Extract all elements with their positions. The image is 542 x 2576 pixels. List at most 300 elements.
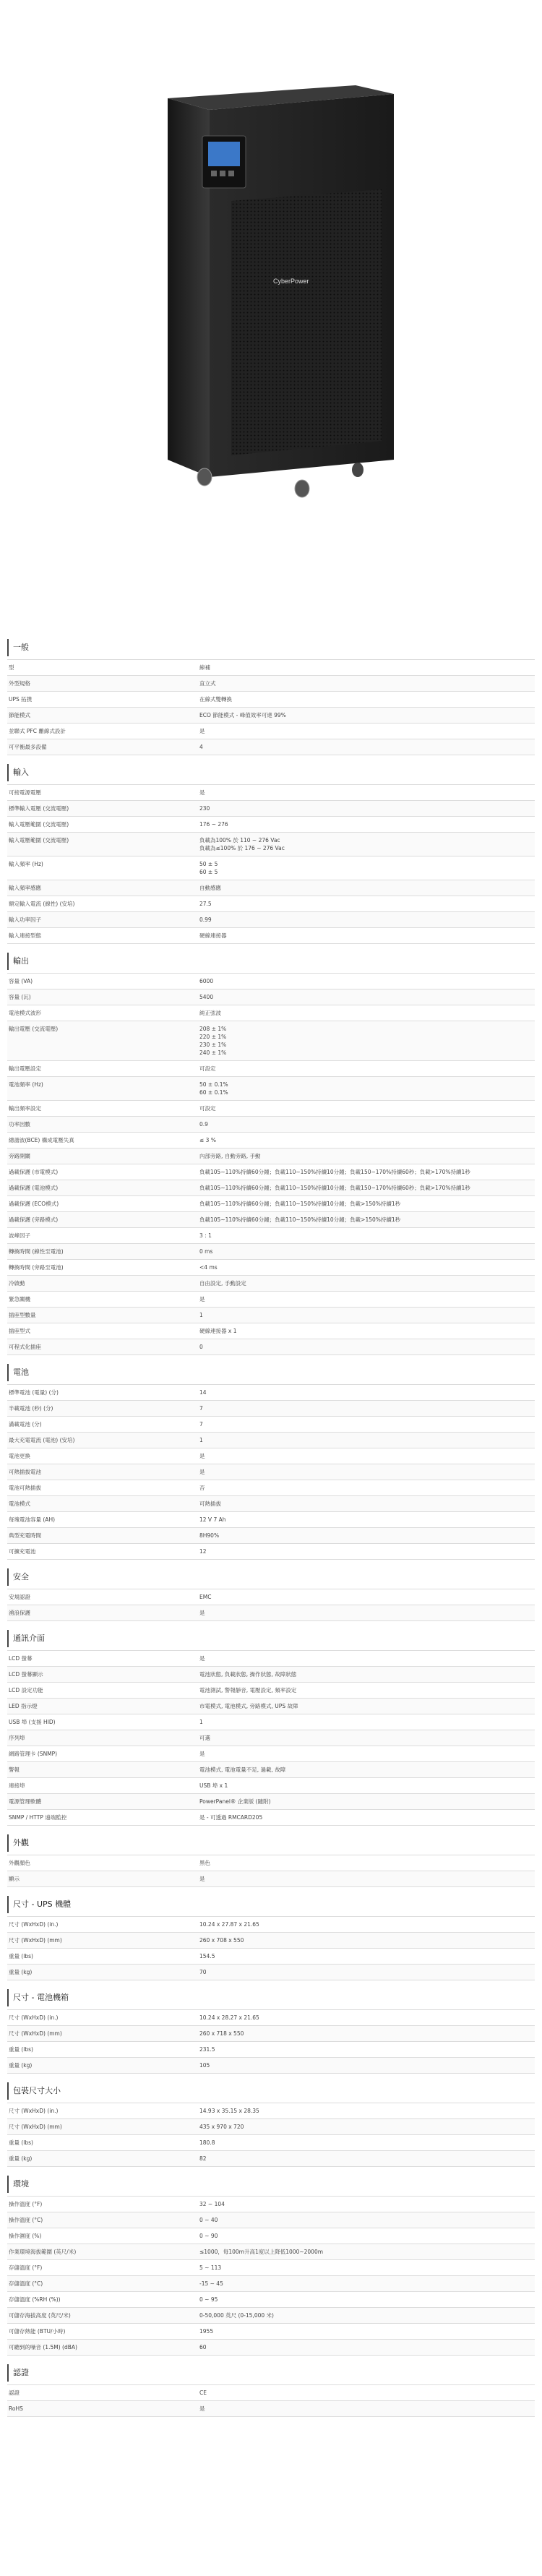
spec-value: 是 — [199, 1655, 205, 1662]
spec-value: 14.93 x 35.15 x 28.35 — [199, 2108, 259, 2114]
spec-label: 序列埠 — [9, 1735, 25, 1741]
spec-row — [7, 1116, 535, 1132]
spec-row — [7, 1495, 535, 1511]
spec-value: ≤1000，每100m升高1度以上降低1000~2000m — [199, 2249, 324, 2255]
spec-label: 輸入頻率 (Hz) — [9, 861, 43, 867]
spec-row — [7, 707, 535, 723]
spec-label: 湧浪保護 — [9, 1610, 30, 1616]
spec-label: 最大充電電流 (電池) (安培) — [9, 1437, 75, 1443]
spec-label: 可熱插拔電池 — [9, 1469, 41, 1475]
spec-row — [7, 2307, 535, 2323]
spec-value: 180.8 — [199, 2139, 215, 2146]
spec-value: 260 x 718 x 550 — [199, 2030, 244, 2037]
spec-label: 重量 (kg) — [9, 2155, 33, 2162]
spec-value: 自由設定, 手動設定 — [199, 1280, 246, 1287]
spec-row — [7, 1432, 535, 1448]
spec-value: 50 ± 5 60 ± 5 — [199, 861, 218, 875]
spec-label: 輸出電壓 (交流電壓) — [9, 1026, 59, 1032]
spec-row — [7, 2400, 535, 2417]
spec-row — [7, 2259, 535, 2275]
spec-row — [7, 927, 535, 944]
spec-row — [7, 1746, 535, 1761]
spec-value: 負載105~110%持續60分鐘；負載110~150%持續10分鐘；負載150~170%持續60秒；負載>170%持續1秒 — [199, 1169, 470, 1175]
spec-label: 典型充電時間 — [9, 1532, 41, 1539]
spec-label: 操作濕度 (%) — [9, 2233, 42, 2239]
spec-rows — [7, 2009, 535, 2074]
spec-row — [7, 1589, 535, 1605]
spec-label: 認證 — [9, 2390, 20, 2396]
spec-label: 電池更換 — [9, 1453, 30, 1459]
spec-row — [7, 2057, 535, 2074]
spec-value: 0.9 — [199, 1121, 208, 1128]
spec-value: 0 ~ 95 — [199, 2296, 218, 2303]
spec-row — [7, 2134, 535, 2150]
spec-value: 負載105~110%持續60分鐘；負載110~150%持續10分鐘；負載>150%持續1秒 — [199, 1216, 401, 1223]
spec-value: 14 — [199, 1389, 207, 1396]
spec-row — [7, 1259, 535, 1275]
spec-section — [7, 1834, 535, 1887]
spec-label: 外型規格 — [9, 680, 30, 687]
spec-row — [7, 2196, 535, 2212]
spec-row — [7, 1543, 535, 1560]
spec-value: 0 ~ 90 — [199, 2233, 218, 2239]
spec-row — [7, 2291, 535, 2307]
spec-row — [7, 784, 535, 800]
spec-label: 尺寸 (WxHxD) (mm) — [9, 2124, 62, 2130]
spec-label: 滿載電池 (分) — [9, 1421, 42, 1427]
spec-label: 作業環境海拔範圍 (英尺/米) — [9, 2249, 77, 2255]
spec-label: 電源管理軟體 — [9, 1798, 41, 1805]
spec-label: 可儲存熱能 (BTU/小時) — [9, 2328, 66, 2335]
section-title: 外觀 — [7, 1834, 535, 1852]
spec-row — [7, 911, 535, 927]
spec-value: 純正弦波 — [199, 1010, 221, 1016]
spec-rows — [7, 2196, 535, 2356]
spec-label: 重量 (kg) — [9, 2062, 33, 2069]
section-title: 電池 — [7, 1364, 535, 1381]
spec-label: 尺寸 (WxHxD) (in.) — [9, 2108, 59, 2114]
spec-row — [7, 1916, 535, 1932]
spec-row — [7, 2118, 535, 2134]
spec-row — [7, 1339, 535, 1355]
spec-value: <4 ms — [199, 1264, 218, 1271]
spec-row — [7, 1761, 535, 1777]
spec-label: UPS 拓撲 — [9, 696, 33, 703]
spec-row — [7, 723, 535, 739]
brand-logo: CyberPower — [273, 278, 309, 285]
spec-value: 1 — [199, 1312, 203, 1318]
spec-value: 線補 — [199, 664, 210, 671]
spec-row — [7, 1060, 535, 1076]
spec-value: 可選 — [199, 1735, 210, 1741]
spec-label: 尺寸 (WxHxD) (mm) — [9, 2030, 62, 2037]
spec-label: 可程式化插座 — [9, 1344, 41, 1350]
spec-section — [7, 1568, 535, 1621]
spec-row — [7, 1793, 535, 1809]
spec-label: 網路管理卡 (SNMP) — [9, 1751, 58, 1757]
spec-value: CE — [199, 2390, 207, 2396]
spec-value: 否 — [199, 1485, 205, 1491]
spec-value: 自動感應 — [199, 885, 221, 891]
spec-label: 可擴充電池 — [9, 1548, 36, 1555]
spec-row — [7, 1777, 535, 1793]
section-title: 通訊介面 — [7, 1630, 535, 1647]
spec-row — [7, 1650, 535, 1666]
spec-row — [7, 1480, 535, 1495]
spec-label: 尺寸 (WxHxD) (mm) — [9, 1937, 62, 1944]
spec-value: 0-50,000 英尺 (0-15,000 米) — [199, 2312, 274, 2319]
spec-label: 型 — [9, 664, 14, 671]
spec-row — [7, 973, 535, 989]
spec-value: 105 — [199, 2062, 210, 2069]
spec-row — [7, 1021, 535, 1060]
spec-value: 是 — [199, 1751, 205, 1757]
spec-rows — [7, 784, 535, 944]
spec-label: 插座型數量 — [9, 1312, 36, 1318]
spec-row — [7, 2275, 535, 2291]
spec-row — [7, 1180, 535, 1195]
spec-label: 過載保護 (市電模式) — [9, 1169, 59, 1175]
spec-label: 過載保護 (電池模式) — [9, 1185, 59, 1191]
spec-row — [7, 1164, 535, 1180]
spec-row — [7, 1211, 535, 1227]
spec-row — [7, 1195, 535, 1211]
spec-value: 260 x 708 x 550 — [199, 1937, 244, 1944]
spec-value: 電池模式, 電池電量不足, 過載, 故障 — [199, 1766, 286, 1773]
spec-label: 可儲存海拔高度 (英尺/米) — [9, 2312, 71, 2319]
spec-label: RoHS — [9, 2405, 23, 2412]
spec-label: 連接埠 — [9, 1782, 25, 1789]
spec-section — [7, 1630, 535, 1826]
spec-row — [7, 2212, 535, 2228]
spec-value: 50 ± 0.1% 60 ± 0.1% — [199, 1081, 228, 1096]
spec-row — [7, 1855, 535, 1871]
spec-section — [7, 2364, 535, 2417]
spec-row — [7, 1964, 535, 1980]
spec-value: 208 ± 1% 220 ± 1% 230 ± 1% 240 ± 1% — [199, 1026, 227, 1056]
spec-value: 7 — [199, 1421, 203, 1427]
spec-value: 0.99 — [199, 916, 212, 923]
spec-value: 可設定 — [199, 1065, 216, 1072]
spec-value: 8H90% — [199, 1532, 220, 1539]
spec-rows — [7, 1384, 535, 1560]
spec-row — [7, 1005, 535, 1021]
section-title: 認證 — [7, 2364, 535, 2382]
ups-product-image — [0, 0, 542, 520]
spec-label: 緊急關機 — [9, 1296, 30, 1302]
spec-value: 可熱插拔 — [199, 1500, 221, 1507]
spec-label: 標準輸入電壓 (交流電壓) — [9, 805, 69, 812]
spec-row — [7, 1809, 535, 1826]
spec-label: USB 埠 (支援 HID) — [9, 1719, 56, 1725]
spec-value: ECO 節能模式 - 峰值效率可達 99% — [199, 712, 286, 718]
spec-value: 負載為100% 於 110 ~ 276 Vac 負載為≤100% 於 176 ~ 276 Vac — [199, 837, 285, 851]
spec-rows — [7, 1589, 535, 1621]
spec-row — [7, 739, 535, 755]
spec-value: PowerPanel® 企業版 (隨附) — [199, 1798, 271, 1805]
spec-label: 過載保護 (ECO模式) — [9, 1201, 59, 1207]
section-title: 尺寸 - 電池機箱 — [7, 1989, 535, 2006]
spec-row — [7, 989, 535, 1005]
spec-value: 負載105~110%持續60分鐘；負載110~150%持續10分鐘；負載150~170%持續60秒；負載>170%持續1秒 — [199, 1185, 470, 1191]
spec-label: 輸入電壓範圍 (交流電壓) — [9, 821, 69, 828]
spec-row — [7, 1076, 535, 1100]
section-title: 環境 — [7, 2176, 535, 2193]
spec-value: 是 — [199, 1469, 205, 1475]
spec-row — [7, 1400, 535, 1416]
spec-value: 是 — [199, 1876, 205, 1882]
spec-value: 7 — [199, 1405, 203, 1412]
spec-value: 可設定 — [199, 1105, 216, 1112]
spec-row — [7, 1291, 535, 1307]
spec-label: 過載保護 (旁路模式) — [9, 1216, 59, 1223]
spec-label: 尺寸 (WxHxD) (in.) — [9, 2014, 59, 2021]
spec-label: 存儲溫度 (°F) — [9, 2264, 43, 2271]
spec-label: 重量 (lbs) — [9, 2139, 33, 2146]
section-title: 輸出 — [7, 953, 535, 970]
spec-row — [7, 2323, 535, 2339]
spec-label: 存儲溫度 (°C) — [9, 2280, 43, 2287]
spec-label: 警報 — [9, 1766, 20, 1773]
spec-value: 4 — [199, 744, 203, 750]
spec-label: 節能模式 — [9, 712, 30, 718]
spec-section — [7, 1989, 535, 2074]
spec-label: 輸出頻率設定 — [9, 1105, 41, 1112]
spec-label: 可聽到的噪音 (1.5M) (dBA) — [9, 2344, 77, 2350]
spec-row — [7, 2009, 535, 2025]
spec-section — [7, 1896, 535, 1980]
spec-section — [7, 1364, 535, 1560]
spec-value: 直立式 — [199, 680, 216, 687]
spec-value: 0 ms — [199, 1248, 213, 1255]
spec-row — [7, 675, 535, 691]
spec-label: 旁路開關 — [9, 1153, 30, 1159]
spec-row — [7, 2244, 535, 2259]
spec-label: 操作溫度 (°F) — [9, 2201, 43, 2207]
spec-label: SNMP / HTTP 遠端監控 — [9, 1814, 67, 1821]
spec-label: 操作溫度 (°C) — [9, 2217, 43, 2223]
spec-value: 154.5 — [199, 1953, 215, 1959]
spec-value: 5 ~ 113 — [199, 2264, 222, 2271]
spec-label: 顯示 — [9, 1876, 20, 1882]
spec-row — [7, 1871, 535, 1887]
spec-label: 可接電源電壓 — [9, 789, 41, 796]
spec-row — [7, 1511, 535, 1527]
spec-label: 額定輸入電流 (線性) (安培) — [9, 901, 75, 907]
spec-row — [7, 1148, 535, 1164]
spec-label: 存儲溫度 (%RH (%)) — [9, 2296, 61, 2303]
spec-table — [7, 630, 535, 2417]
spec-value: 176 ~ 276 — [199, 821, 228, 828]
spec-label: 電池模式 — [9, 1500, 30, 1507]
product-hero — [0, 0, 542, 520]
spec-value: 6000 — [199, 978, 214, 984]
spec-value: 硬線連接器 — [199, 932, 227, 939]
spec-value: 12 — [199, 1548, 207, 1555]
spec-row — [7, 1698, 535, 1714]
spec-row — [7, 1714, 535, 1730]
spec-row — [7, 896, 535, 911]
spec-section — [7, 953, 535, 1355]
spec-row — [7, 800, 535, 816]
spec-row — [7, 2384, 535, 2400]
spec-value: 10.24 x 27.87 x 21.65 — [199, 1921, 259, 1928]
spec-label: 輸入頻率感應 — [9, 885, 41, 891]
spec-row — [7, 1384, 535, 1400]
spec-value: 電池狀態, 負載狀態, 操作狀態, 故障狀態 — [199, 1671, 297, 1678]
spec-value: 32 ~ 104 — [199, 2201, 225, 2207]
spec-label: 標準電池 (電量) (分) — [9, 1389, 59, 1396]
spec-row — [7, 2041, 535, 2057]
spec-label: 總諧波(BCE) 構成電壓失真 — [9, 1137, 74, 1143]
spec-value: 435 x 970 x 720 — [199, 2124, 244, 2130]
spec-label: 容量 (VA) — [9, 978, 33, 984]
spec-row — [7, 1605, 535, 1621]
spec-label: 每塊電池容量 (AH) — [9, 1516, 56, 1523]
spec-value: 231.5 — [199, 2046, 215, 2053]
spec-value: 是 — [199, 728, 205, 734]
spec-label: 可平衡最多設備 — [9, 744, 47, 750]
spec-value: 0 — [199, 1344, 203, 1350]
spec-label: 輸入連接型態 — [9, 932, 41, 939]
spec-row — [7, 1730, 535, 1746]
spec-value: 1 — [199, 1437, 203, 1443]
spec-value: 電池測試, 警報靜音, 電壓設定, 頻率設定 — [199, 1687, 297, 1693]
spec-label: 並聯式 PFC 離線式設計 — [9, 728, 66, 734]
spec-row — [7, 816, 535, 832]
spec-rows — [7, 659, 535, 755]
spec-label: 轉換時間 (旁路至電池) — [9, 1264, 64, 1271]
spec-value: 1 — [199, 1719, 203, 1725]
spec-label: 容量 (瓦) — [9, 994, 31, 1000]
spec-value: 230 — [199, 805, 210, 812]
spec-row — [7, 1132, 535, 1148]
spec-label: 半載電池 (秒) (分) — [9, 1405, 53, 1412]
spec-value: 是 — [199, 1296, 205, 1302]
spec-rows — [7, 1855, 535, 1887]
spec-row — [7, 1666, 535, 1682]
spec-label: 電池頻率 (Hz) — [9, 1081, 43, 1088]
spec-value: 是 - 可透過 RMCARD205 — [199, 1814, 263, 1821]
spec-label: 安規認證 — [9, 1594, 30, 1600]
spec-value: 市電模式, 電池模式, 旁路模式, UPS 故障 — [199, 1703, 298, 1709]
spec-label: 尺寸 (WxHxD) (in.) — [9, 1921, 59, 1928]
spec-value: 在線式雙轉換 — [199, 696, 232, 703]
spec-label: 重量 (kg) — [9, 1969, 33, 1975]
spec-row — [7, 1307, 535, 1323]
spec-value: 12 V 7 Ah — [199, 1516, 226, 1523]
spec-label: 輸出電壓設定 — [9, 1065, 41, 1072]
spec-label: LCD 設定功能 — [9, 1687, 43, 1693]
spec-value: 1955 — [199, 2328, 214, 2335]
spec-rows — [7, 1650, 535, 1826]
spec-value: 27.5 — [199, 901, 212, 907]
spec-row — [7, 2339, 535, 2356]
spec-label: 電池可熱插拔 — [9, 1485, 41, 1491]
spec-label: LED 指示燈 — [9, 1703, 38, 1709]
spec-rows — [7, 973, 535, 1355]
spec-row — [7, 2150, 535, 2167]
spec-row — [7, 1932, 535, 1948]
spec-row — [7, 1243, 535, 1259]
spec-value: -15 ~ 45 — [199, 2280, 223, 2287]
spec-value: 負載105~110%持續60分鐘；負載110~150%持續10分鐘；負載>150%持續1秒 — [199, 1201, 401, 1207]
spec-row — [7, 832, 535, 856]
spec-row — [7, 1100, 535, 1116]
spec-row — [7, 659, 535, 675]
spec-section — [7, 2082, 535, 2167]
spec-value: 硬線連接器 x 1 — [199, 1328, 237, 1334]
spec-value: 70 — [199, 1969, 207, 1975]
section-title: 輸入 — [7, 764, 535, 781]
spec-row — [7, 1682, 535, 1698]
spec-label: 重量 (lbs) — [9, 2046, 33, 2053]
spec-row — [7, 1323, 535, 1339]
spec-label: LCD 螢幕顯示 — [9, 1671, 43, 1678]
spec-value: 是 — [199, 1453, 205, 1459]
spec-label: 波峰因子 — [9, 1232, 30, 1239]
spec-label: 輸入功率因子 — [9, 916, 41, 923]
spec-label: 轉換時間 (線性至電池) — [9, 1248, 64, 1255]
spec-value: 是 — [199, 789, 205, 796]
spec-value: 82 — [199, 2155, 207, 2162]
spec-label: 功率因數 — [9, 1121, 30, 1128]
spec-value: 10.24 x 28.27 x 21.65 — [199, 2014, 259, 2021]
spec-rows — [7, 2384, 535, 2417]
spec-row — [7, 1416, 535, 1432]
section-title: 一般 — [7, 639, 535, 656]
spec-row — [7, 691, 535, 707]
spec-label: 冷啟動 — [9, 1280, 25, 1287]
spec-value: 60 — [199, 2344, 207, 2350]
spec-row — [7, 2103, 535, 2118]
spec-value: EMC — [199, 1594, 212, 1600]
spec-rows — [7, 2103, 535, 2167]
spec-value: 3 : 1 — [199, 1232, 212, 1239]
spec-row — [7, 1448, 535, 1464]
spec-section — [7, 764, 535, 944]
spec-row — [7, 1464, 535, 1480]
section-title: 安全 — [7, 1568, 535, 1586]
spec-row — [7, 1275, 535, 1291]
section-title: 包裝尺寸大小 — [7, 2082, 535, 2100]
spec-label: LCD 螢幕 — [9, 1655, 33, 1662]
section-title: 尺寸 - UPS 機體 — [7, 1896, 535, 1913]
spec-row — [7, 1948, 535, 1964]
spec-row — [7, 1527, 535, 1543]
spec-label: 電池模式波形 — [9, 1010, 41, 1016]
spec-row — [7, 2228, 535, 2244]
spec-label: 插座型式 — [9, 1328, 30, 1334]
spec-label: 重量 (lbs) — [9, 1953, 33, 1959]
spec-value: USB 埠 x 1 — [199, 1782, 228, 1789]
spec-section — [7, 639, 535, 755]
spec-value: 黑色 — [199, 1860, 210, 1866]
spec-value: ≤ 3 % — [199, 1137, 216, 1143]
spec-value: 內部旁路, 自動旁路, 手動 — [199, 1153, 261, 1159]
spec-row — [7, 880, 535, 896]
spec-label: 輸入電壓範圍 (交流電壓) — [9, 837, 69, 843]
spec-row — [7, 856, 535, 880]
spec-value: 是 — [199, 2405, 205, 2412]
spec-label: 外觀顏色 — [9, 1860, 30, 1866]
spec-rows — [7, 1916, 535, 1980]
spec-section — [7, 2176, 535, 2356]
spec-value: 0 ~ 40 — [199, 2217, 218, 2223]
spec-value: 是 — [199, 1610, 205, 1616]
spec-row — [7, 1227, 535, 1243]
spec-row — [7, 2025, 535, 2041]
